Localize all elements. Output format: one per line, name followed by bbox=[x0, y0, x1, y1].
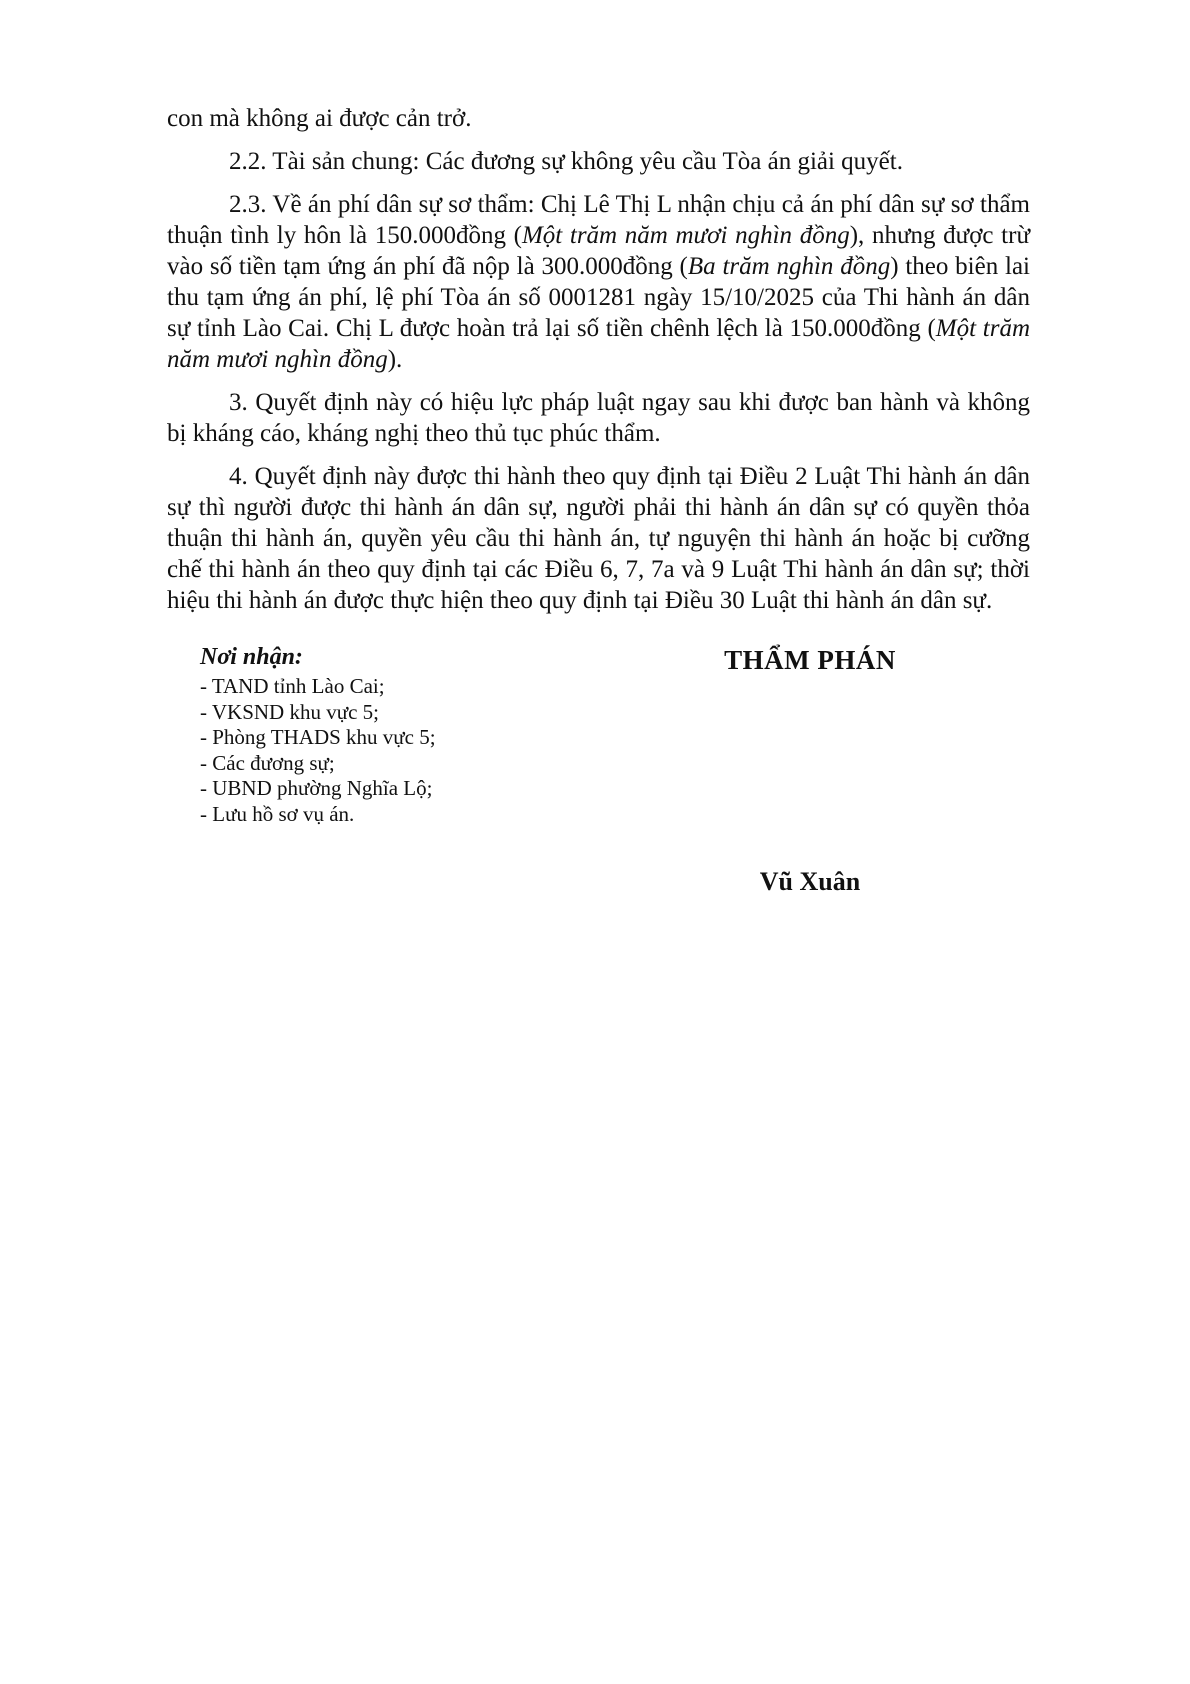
paragraph-4: 4. Quyết định này được thi hành theo quy định tại Điều 2 Luật Thi hành án dân sự thì người được thi hành án dân sự, người phải thi hành án dân sự có quyền thỏa thuận thi hành án, quyền yêu cầu thi hành án, tự nguyện thi hành án hoặc bị cưỡng chế thi hành án theo quy định tại các Điều 6, 7, 7a và 9 Luật Thi hành án dân sự; thời hiệu thi hành án được thực hiện theo quy định tại Điều 30 Luật thi hành án dân sự. bbox=[167, 463, 1030, 614]
recipient-item: - TAND tỉnh Lào Cai; bbox=[200, 674, 385, 698]
paragraph-2-3-text: ) theo biên lai thu tạm ứng án phí, lệ phí Tòa án số 0001281 ngày 15/10/2025 của Thi hành án dân sự tỉnh Lào Cai. Chị L được hoàn trả lại số tiền chênh lệch là 150.000đồng ( bbox=[167, 253, 1031, 342]
paragraph-3: 3. Quyết định này có hiệu lực pháp luật ngay sau khi được ban hành và không bị kháng cáo, kháng nghị theo thủ tục phúc thẩm. bbox=[167, 389, 1030, 447]
paragraph-2-2: 2.2. Tài sản chung: Các đương sự không yêu cầu Tòa án giải quyết. bbox=[229, 148, 903, 175]
recipient-item: - UBND phường Nghĩa Lộ; bbox=[200, 776, 433, 800]
paragraph-2-3-text: ), nhưng được trừ vào số tiền tạm ứng án phí đã nộp là 300.000đồng ( bbox=[167, 222, 1031, 280]
paragraph-2-3-text: 2.3. Về án phí dân sự sơ thẩm: Chị Lê Thị L nhận chịu cả án phí dân sự sơ thẩm thuận tình ly hôn là 150.000đồng ( bbox=[167, 191, 1030, 249]
recipient-item: - VKSND khu vực 5; bbox=[200, 699, 379, 724]
paragraph-2-3 bbox=[167, 189, 1030, 375]
paragraph-2-3-text: ). bbox=[387, 346, 403, 373]
signature-title: THẨM PHÁN bbox=[724, 645, 896, 675]
signature-name: Vũ Xuân bbox=[759, 867, 861, 896]
recipients-label: Nơi nhận: bbox=[200, 644, 303, 670]
recipient-item: - Phòng THADS khu vực 5; bbox=[200, 725, 436, 749]
amount-in-words: Một trăm năm mươi nghìn đồng bbox=[167, 315, 1031, 373]
document-body bbox=[167, 103, 1030, 897]
signature-block bbox=[590, 642, 1030, 897]
footer-block bbox=[167, 642, 1030, 897]
recipient-item: - Các đương sự; bbox=[200, 750, 335, 775]
amount-in-words: Một trăm năm mươi nghìn đồng bbox=[521, 222, 850, 249]
recipients-block bbox=[167, 642, 590, 897]
paragraph-continuation: con mà không ai được cản trở. bbox=[167, 105, 472, 132]
recipient-item: - Lưu hồ sơ vụ án. bbox=[200, 801, 355, 826]
amount-in-words: Ba trăm nghìn đồng bbox=[687, 253, 891, 280]
